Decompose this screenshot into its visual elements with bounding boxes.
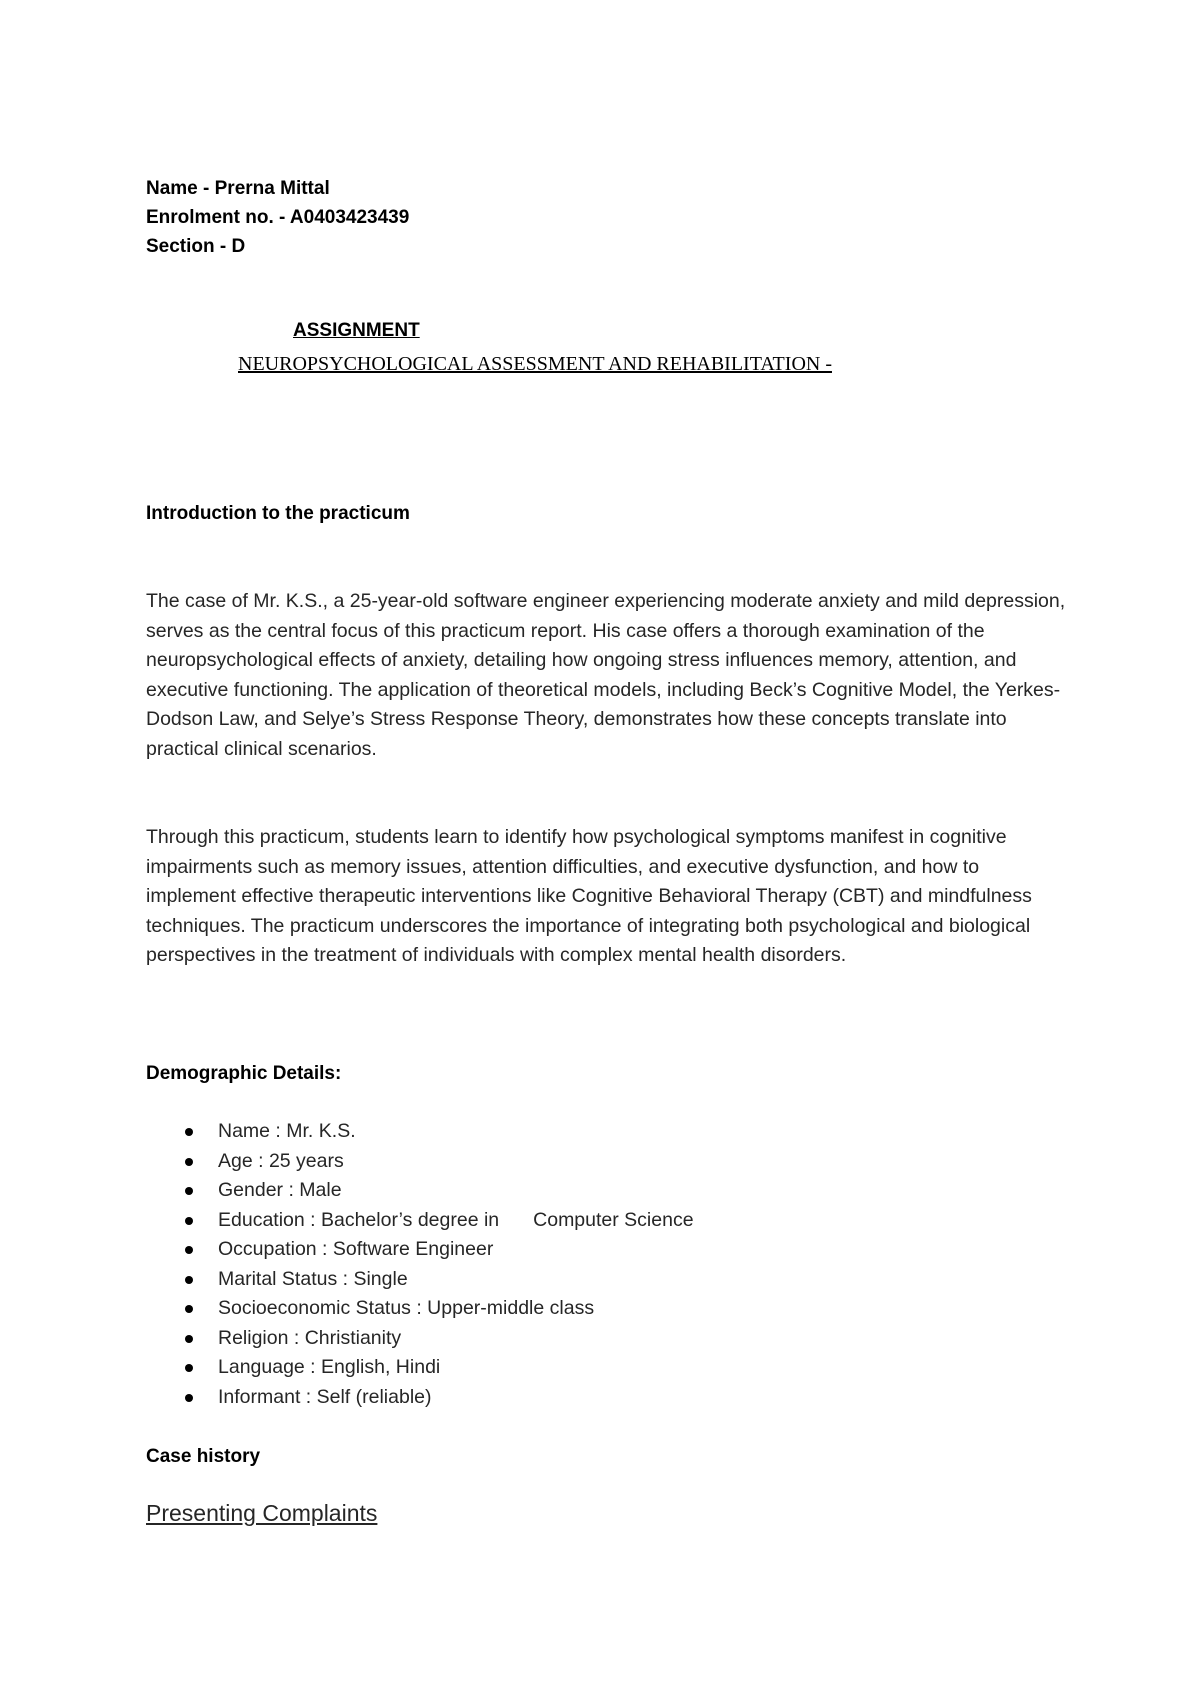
course-title: NEUROPSYCHOLOGICAL ASSESSMENT AND REHABILITATION - [238, 353, 832, 375]
bullet-icon [185, 1394, 193, 1402]
demographic-language: Language : English, Hindi [218, 1356, 441, 1378]
bullet-icon [185, 1335, 193, 1343]
demographic-heading: Demographic Details: [146, 1063, 342, 1084]
demographic-gender: Gender : Male [218, 1179, 342, 1201]
section-label: Section - D [146, 236, 246, 257]
demographic-socioeconomic-status: Socioeconomic Status : Upper-middle class [218, 1297, 595, 1319]
demographic-informant: Informant : Self (reliable) [218, 1385, 432, 1408]
list-item [146, 1353, 694, 1383]
bullet-icon [185, 1305, 193, 1313]
presenting-complaints-heading: Presenting Complaints [146, 1500, 378, 1526]
list-item [146, 1147, 694, 1177]
bullet-icon [185, 1158, 193, 1166]
demographic-name: Name : Mr. K.S. [218, 1120, 356, 1142]
case-history-heading: Case history [146, 1446, 261, 1467]
demographic-list [146, 1117, 694, 1412]
list-item [146, 1176, 694, 1206]
list-item [146, 1117, 694, 1147]
demographic-occupation: Occupation : Software Engineer [218, 1238, 494, 1260]
demographic-religion: Religion : Christianity [218, 1326, 402, 1349]
demographic-age: Age : 25 years [218, 1149, 344, 1172]
enrolment-number: Enrolment no. - A0403423439 [146, 207, 410, 228]
bullet-icon [185, 1276, 193, 1284]
bullet-icon [185, 1246, 193, 1254]
demographic-education: Education : Bachelor’s degree in [218, 1208, 500, 1231]
bullet-icon [185, 1217, 193, 1225]
list-item [146, 1324, 694, 1354]
bullet-icon [185, 1128, 193, 1136]
demographic-education-field: Computer Science [533, 1208, 694, 1231]
introduction-paragraph-1: The case of Mr. K.S., a 25-year-old software engineer experiencing moderate anxiety and mild depression, serves as the central focus of this practicum report. His case offers a thorough examination of the neuropsychological effects of anxiety, detailing how ongoing stress influences memory, attention, and executive functioning. The application of theoretical models, including Beck’s Cognitive Model, the Yerkes-Dodson Law, and Selye’s Stress Response Theory, demonstrates how these concepts translate into practical clinical scenarios. [146, 590, 1066, 760]
assignment-title: ASSIGNMENT [293, 320, 420, 341]
introduction-paragraph-2: Through this practicum, students learn to identify how psychological symptoms manifest in cognitive impairments such as memory issues, attention difficulties, and executive dysfunction, and how to implement effective therapeutic interventions like Cognitive Behavioral Therapy (CBT) and mindfulness techniques. The practicum underscores the importance of integrating both psychological and biological perspectives in the treatment of individuals with complex mental health disorders. [146, 826, 1032, 966]
demographic-marital-status: Marital Status : Single [218, 1267, 408, 1290]
list-item [146, 1383, 694, 1413]
bullet-icon [185, 1364, 193, 1372]
list-item [146, 1235, 694, 1265]
list-item [146, 1206, 694, 1236]
list-item [146, 1265, 694, 1295]
student-info-block [146, 174, 409, 261]
bullet-icon [185, 1187, 193, 1195]
introduction-heading: Introduction to the practicum [146, 503, 410, 524]
student-name: Name - Prerna Mittal [146, 178, 330, 199]
list-item [146, 1294, 694, 1324]
